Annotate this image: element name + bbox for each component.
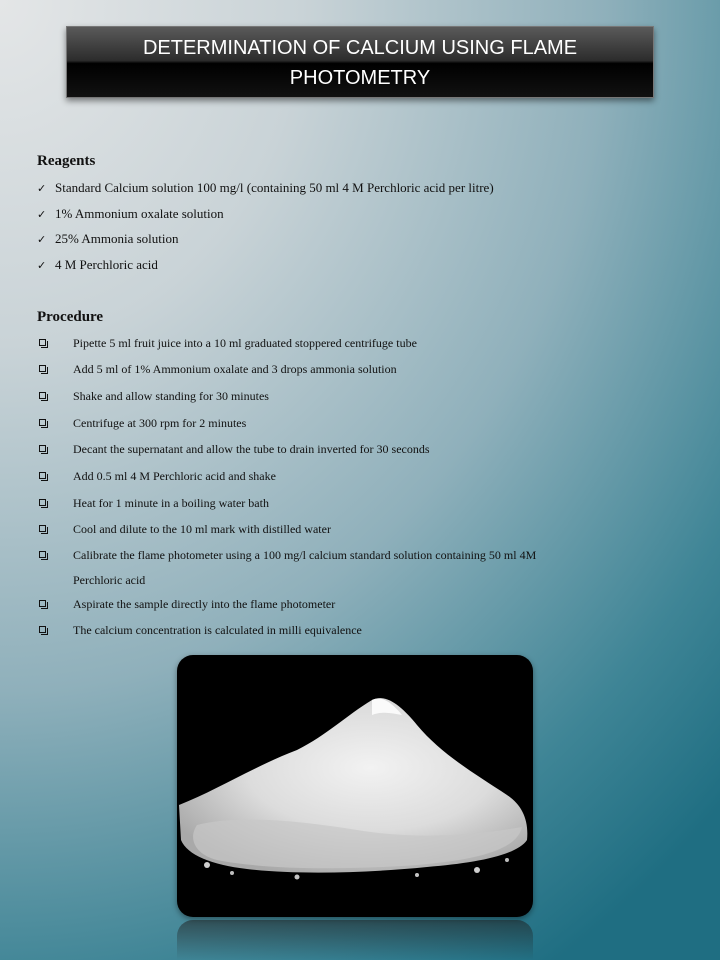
checkbox-bullet-icon [39, 600, 46, 607]
checkbox-bullet-icon [39, 339, 46, 346]
checkbox-bullet-icon [39, 445, 46, 452]
reagents-heading: Reagents [37, 153, 96, 169]
reagent-item: ✓ 1% Ammonium oxalate solution [37, 206, 224, 221]
powder-pile-illustration [177, 655, 533, 917]
reagent-item: ✓ 4 M Perchloric acid [37, 257, 158, 272]
checkbox-bullet-icon [39, 499, 46, 506]
reagent-item: ✓ 25% Ammonia solution [37, 231, 179, 246]
checkbox-bullet-icon [39, 392, 46, 399]
slide-title [66, 26, 654, 98]
checkmark-icon: ✓ [37, 182, 47, 195]
checkbox-bullet-icon [39, 365, 46, 372]
title-line-2: PHOTOMETRY [289, 67, 431, 89]
checkbox-bullet-icon [39, 626, 46, 633]
checkbox-bullet-icon [39, 419, 46, 426]
checkbox-bullet-icon [39, 472, 46, 479]
checkmark-icon: ✓ [37, 208, 47, 221]
title-line-1: DETERMINATION OF CALCIUM USING FLAME [142, 37, 578, 59]
image-reflection [177, 920, 533, 960]
checkbox-bullet-icon [39, 525, 46, 532]
calcium-powder-pile-image [177, 655, 533, 917]
checkbox-bullet-icon [39, 551, 46, 558]
checkmark-icon: ✓ [37, 233, 47, 246]
checkmark-icon: ✓ [37, 259, 47, 272]
procedure-heading: Procedure [37, 309, 104, 325]
reagent-item: ✓ Standard Calcium solution 100 mg/l (containing 50 ml 4 M Perchloric acid per litre) [37, 180, 494, 195]
